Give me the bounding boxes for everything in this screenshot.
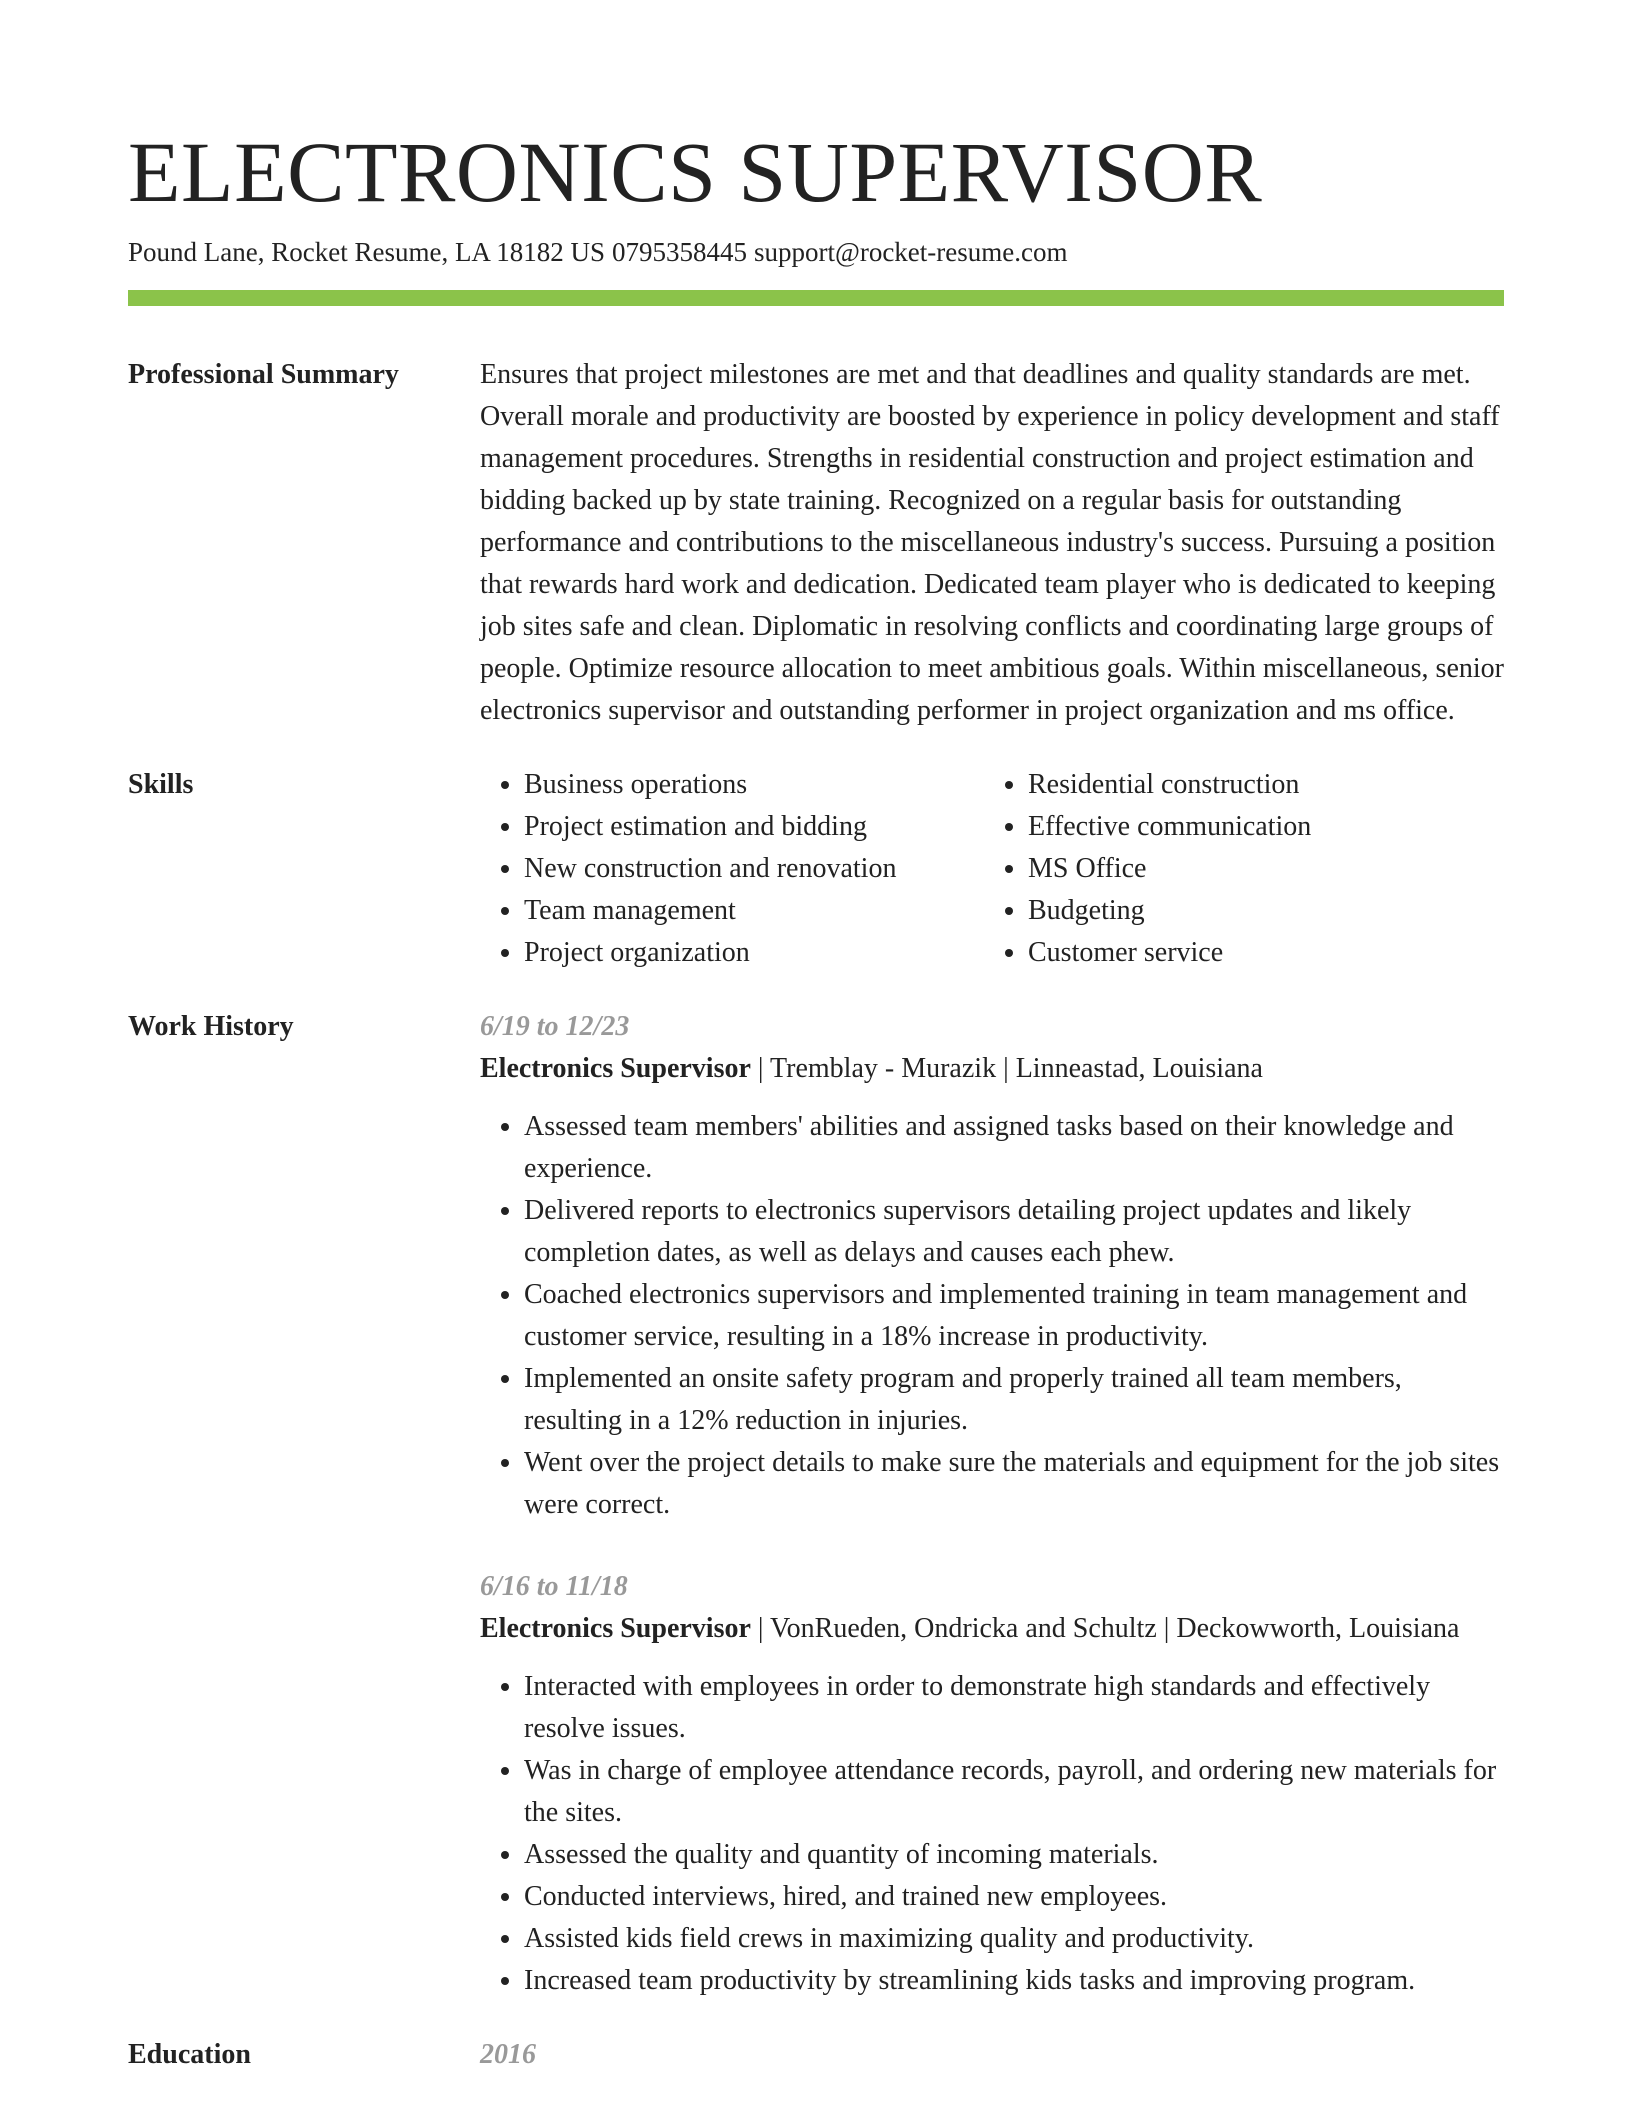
job-role: Electronics Supervisor (480, 1053, 751, 1084)
skills-heading: Skills (128, 769, 194, 800)
work-history-section (128, 1006, 1504, 2002)
contact-phone: 0795358445 (611, 237, 747, 267)
skill-item: • Budgeting (1028, 890, 1488, 932)
summary-text: Ensures that project milestones are met and that deadlines and quality standards are met. Overall morale and productivity are boosted by experience in policy development and staff management procedures. Strengths in residential construction and project estimation and bidding backed up by state training. Recognized on a regular basis for outstanding performance and contributions to the miscellaneous industry's success. Pursuing a position that rewards hard work and dedication. Dedicated team player who is dedicated to keeping job sites safe and clean. Diplomatic in resolving conflicts and coordinating large groups of people. Optimize resource allocation to meet ambitious goals. Within miscellaneous, senior electronics supervisor and outstanding performer in project organization and ms office. (480, 359, 1504, 726)
job-bullet: • Assessed the quality and quantity of incoming materials. (524, 1834, 1504, 1876)
skills-list-left (480, 764, 984, 974)
job-entry (480, 1006, 1504, 1526)
summary-body (480, 354, 1504, 732)
contact-address: Pound Lane, Rocket Resume, LA 18182 US (128, 237, 605, 267)
skills-list-right (984, 764, 1488, 974)
skill-item: • Customer service (1028, 932, 1488, 974)
job-bullet: • Conducted interviews, hired, and trained new employees. (524, 1876, 1504, 1918)
job-bullet: • Went over the project details to make sure the materials and equipment for the job sites were correct. (524, 1442, 1504, 1526)
job-bullet: • Was in charge of employee attendance records, payroll, and ordering new materials for the sites. (524, 1750, 1504, 1834)
contact-email: support@rocket-resume.com (753, 237, 1068, 267)
skills-section (128, 764, 1504, 974)
job-bullet: • Assisted kids field crews in maximizing quality and productivity. (524, 1918, 1504, 1960)
job-role: Electronics Supervisor (480, 1613, 751, 1644)
education-body (480, 2034, 1504, 2076)
skills-body (480, 764, 1504, 974)
skill-item: • Project estimation and bidding (524, 806, 984, 848)
resume-title: ELECTRONICS SUPERVISOR (128, 124, 1263, 220)
header-divider (128, 290, 1504, 306)
job-bullets (480, 1106, 1504, 1526)
skill-item: • New construction and renovation (524, 848, 984, 890)
job-location: Deckowworth, Louisiana (1176, 1613, 1460, 1644)
skill-item: • Residential construction (1028, 764, 1488, 806)
summary-section (128, 354, 1504, 732)
job-location: Linneastad, Louisiana (1015, 1053, 1263, 1084)
job-date: 6/16 to 11/18 (480, 1571, 628, 1602)
skills-columns (480, 764, 1504, 974)
job-header: Electronics Supervisor | VonRueden, Ondricka and Schultz | Deckowworth, Louisiana (480, 1613, 1460, 1644)
skill-item: • Project organization (524, 932, 984, 974)
work-history-heading: Work History (128, 1011, 294, 1042)
education-section (128, 2034, 1504, 2076)
contact-line (128, 234, 1504, 270)
job-bullet: • Assessed team members' abilities and assigned tasks based on their knowledge and experience. (524, 1106, 1504, 1190)
job-bullet: • Interacted with employees in order to demonstrate high standards and effectively resolve issues. (524, 1666, 1504, 1750)
skill-item: • Business operations (524, 764, 984, 806)
job-date: 6/19 to 12/23 (480, 1011, 630, 1042)
job-bullet: • Coached electronics supervisors and implemented training in team management and customer service, resulting in a 18% increase in productivity. (524, 1274, 1504, 1358)
job-bullet: • Increased team productivity by streamlining kids tasks and improving program. (524, 1960, 1504, 2002)
summary-heading: Professional Summary (128, 359, 399, 390)
job-bullets (480, 1666, 1504, 2002)
job-bullet: • Implemented an onsite safety program and properly trained all team members, resulting in a 12% reduction in injuries. (524, 1358, 1504, 1442)
job-company: VonRueden, Ondricka and Schultz (770, 1613, 1157, 1644)
job-header: Electronics Supervisor | Tremblay - Murazik | Linneastad, Louisiana (480, 1053, 1263, 1084)
job-company: Tremblay - Murazik (770, 1053, 997, 1084)
resume-page (128, 0, 1504, 2076)
skill-item: • Effective communication (1028, 806, 1488, 848)
job-bullet: • Delivered reports to electronics supervisors detailing project updates and likely completion dates, as well as delays and causes each phew. (524, 1190, 1504, 1274)
job-entry (480, 1566, 1504, 2002)
education-heading: Education (128, 2039, 251, 2070)
skill-item: • MS Office (1028, 848, 1488, 890)
skill-item: • Team management (524, 890, 984, 932)
work-history-body (480, 1006, 1504, 2002)
education-date: 2016 (480, 2039, 536, 2070)
